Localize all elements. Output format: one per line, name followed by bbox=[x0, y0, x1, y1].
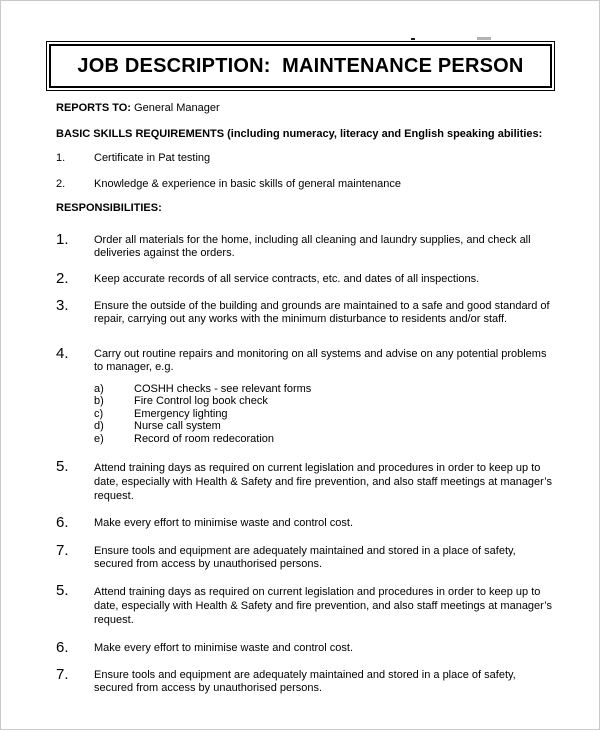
scan-artifact-mark bbox=[477, 37, 491, 40]
item-number: 6. bbox=[56, 639, 69, 656]
scan-artifact-mark bbox=[411, 38, 415, 40]
item-number: 5. bbox=[56, 458, 69, 475]
basic-skills-item bbox=[56, 178, 557, 191]
responsibility-item bbox=[56, 345, 557, 445]
responsibility-item bbox=[56, 666, 557, 695]
item-number: 3. bbox=[56, 297, 69, 314]
responsibility-item bbox=[56, 270, 557, 287]
responsibility-item bbox=[56, 582, 557, 627]
item-text: Knowledge & experience in basic skills of general maintenance bbox=[94, 178, 401, 190]
item-text: Ensure tools and equipment are adequately maintained and stored in a place of safety, secured from access by unauthorised persons. bbox=[94, 669, 516, 694]
item-text: Ensure the outside of the building and grounds are maintained to a safe and good standard of repair, carrying out any works with the minimum disturbance to residents and/or staff. bbox=[94, 300, 550, 325]
sub-item-text: Fire Control log book check bbox=[134, 395, 268, 408]
item-text: Make every effort to minimise waste and control cost. bbox=[94, 517, 354, 529]
document-title: JOB DESCRIPTION: MAINTENANCE PERSON bbox=[77, 55, 524, 77]
item-text: Make every effort to minimise waste and control cost. bbox=[94, 642, 354, 654]
title-box bbox=[46, 41, 555, 91]
responsibility-item bbox=[56, 639, 557, 656]
sub-item-text: COSHH checks - see relevant forms bbox=[134, 383, 312, 395]
reports-to-label: REPORTS TO: bbox=[56, 102, 131, 114]
sub-item-text: Record of room redecoration bbox=[134, 432, 275, 445]
reports-to-line bbox=[56, 102, 557, 115]
responsibility-item bbox=[56, 231, 557, 260]
responsibilities-heading: RESPONSIBILITIES: bbox=[56, 202, 162, 214]
item-number: 4. bbox=[56, 345, 69, 362]
item-number: 1. bbox=[56, 152, 66, 164]
title-box-inner bbox=[49, 44, 552, 88]
item-number: 2. bbox=[56, 178, 66, 190]
item-text: Order all materials for the home, including all cleaning and laundry supplies, and check all deliveries against the orders. bbox=[94, 234, 531, 259]
item-text: Certificate in Pat testing bbox=[94, 152, 211, 164]
reports-to-value: General Manager bbox=[134, 102, 220, 114]
item-number: 7. bbox=[56, 666, 69, 683]
basic-skills-heading: BASIC SKILLS REQUIREMENTS (including numeracy, literacy and English speaking abilities: bbox=[56, 128, 543, 140]
sub-item bbox=[94, 408, 557, 420]
sub-item-text: Nurse call system bbox=[134, 420, 221, 433]
sub-item-letter: a) bbox=[94, 383, 104, 395]
item-number: 5. bbox=[56, 582, 69, 599]
sub-item-letter: e) bbox=[94, 432, 104, 445]
sub-item-list bbox=[56, 383, 557, 445]
sub-item-letter: c) bbox=[94, 407, 104, 420]
sub-item bbox=[94, 433, 557, 445]
item-text: Carry out routine repairs and monitoring on all systems and advise on any potential problems to manager, e.g. bbox=[94, 348, 547, 373]
sub-item-text: Emergency lighting bbox=[134, 407, 228, 420]
sub-item bbox=[94, 383, 557, 395]
responsibility-item bbox=[56, 542, 557, 571]
item-number: 1. bbox=[56, 231, 69, 248]
item-text: Ensure tools and equipment are adequately maintained and stored in a place of safety, secured from access by unauthorised persons. bbox=[94, 545, 516, 570]
responsibility-item bbox=[56, 458, 557, 503]
responsibility-item bbox=[56, 514, 557, 531]
sub-item-letter: d) bbox=[94, 420, 104, 433]
sub-item-letter: b) bbox=[94, 395, 104, 408]
item-text: Attend training days as required on current legislation and procedures in order to keep up to date, especially with Health & Safety and fire prevention, and also staff meetings at manager’s request. bbox=[94, 586, 552, 626]
basic-skills-item bbox=[56, 152, 557, 165]
item-number: 2. bbox=[56, 270, 69, 287]
item-text: Attend training days as required on current legislation and procedures in order to keep up to date, especially with Health & Safety and fire prevention, and also staff meetings at manager’s request. bbox=[94, 462, 552, 502]
item-number: 7. bbox=[56, 542, 69, 559]
item-text: Keep accurate records of all service contracts, etc. and dates of all inspections. bbox=[94, 273, 480, 285]
sub-item bbox=[94, 420, 557, 432]
responsibility-item bbox=[56, 297, 557, 326]
sub-item bbox=[94, 395, 557, 407]
item-number: 6. bbox=[56, 514, 69, 531]
